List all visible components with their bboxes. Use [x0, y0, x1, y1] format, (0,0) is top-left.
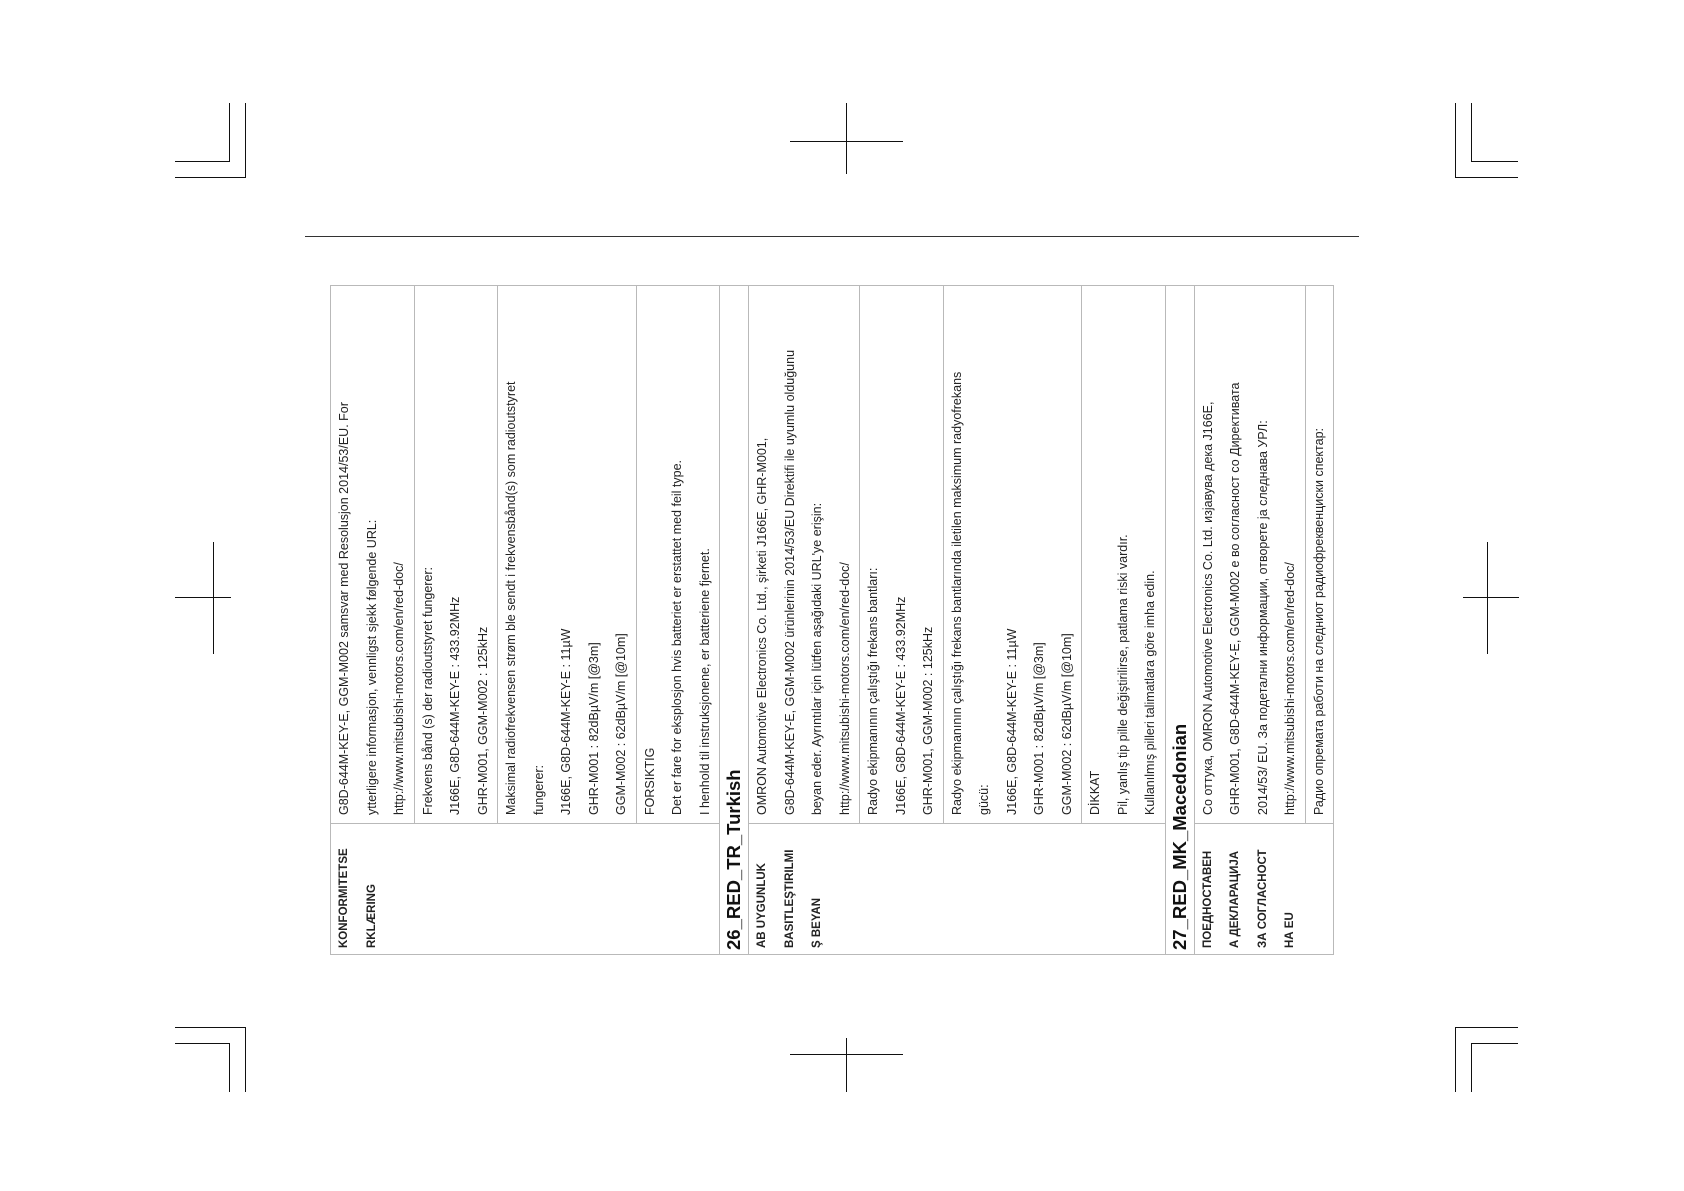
text-line: G8D-644M-KEY-E, GGM-M002 ürünlerinin 2014/53/EU Direktifi ile uyumlu olduğunu [782, 349, 797, 815]
text-line: ytterligere informasjon, vennligst sjekk følgende URL: [364, 519, 379, 815]
text-line: Radyo ekipmanının çalıştığı frekans bantlarında iletilen maksimum radyofrekans [949, 371, 964, 815]
text-line: beyan eder. Ayrıntılar için lütfen aşağıdaki URL'ye erişin: [810, 502, 824, 815]
url-text: http://www.mitsubishi-motors.com/en/red-doc/ [837, 562, 852, 815]
document-body [330, 285, 1330, 955]
text-line: GHR-M001, G8D-644M-KEY-E, GGM-M002 е во согласност со Директивата [1228, 382, 1242, 815]
text-line: J166E, G8D-644M-KEY-E : 11µW [559, 628, 573, 815]
mk-label-cell [1194, 824, 1334, 955]
text-line: Frekvens bånd (s) der radioutstyret fungerer: [420, 566, 435, 815]
mk-label-line: А ДЕКЛАРАЦИЈА [1229, 850, 1241, 948]
text-line: J166E, G8D-644M-KEY-E : 11µW [1004, 628, 1019, 815]
no-power-cell [498, 286, 637, 824]
text-line: J166E, G8D-644M-KEY-E : 433.92MHz [893, 596, 908, 815]
text-line: GHR-M001, GGM-M002 : 125kHz [475, 626, 490, 815]
mk-label-line: ПОЕДНОСТАВЕН [1201, 850, 1214, 948]
tr-caution-cell [1082, 286, 1166, 824]
caution-heading: FORSIKTIG [642, 747, 657, 815]
text-line: Kullanılmış pilleri talimatlara göre imha edin. [1143, 570, 1157, 815]
text-line: Maksimal radiofrekvensen strøm ble sendt i frekvensbånd(s) som radioutstyret [504, 381, 518, 815]
text-line: GHR-M001 : 82dBµV/m [@3m] [1032, 642, 1046, 815]
text-line: GHR-M001, GGM-M002 : 125kHz [921, 626, 935, 815]
url-text: http://www.mitsubishi-motors.com/en/red-doc/ [392, 562, 406, 815]
text-line: GGM-M002 : 62dBµV/m [@10m] [1059, 633, 1074, 815]
table-row [749, 286, 860, 955]
tr-label-line: Ş BEYAN [811, 897, 823, 948]
text-line: fungerer: [531, 764, 546, 815]
mk-label-line: НА EU [1284, 912, 1296, 948]
text-line: Pil, yanlış tip pille değiştirilirse, patlama riski vardır. [1115, 534, 1130, 815]
text-line: I henhold til instruksjonene, er batteriene fjernet. [697, 548, 712, 815]
no-label-line: KONFORMITETSE [338, 848, 350, 948]
section-heading-row [1165, 286, 1194, 955]
text-line: Radyo ekipmanının çalıştığı frekans bantları: [866, 567, 880, 815]
mk-label-line: ЗА СОГЛАСНОСТ [1256, 849, 1269, 948]
section-heading-turkish: 26_RED_TR_Turkish [720, 286, 749, 955]
text-line: OMRON Automotive Electronics Co. Ltd., şirketi J166E, GHR-M001, [755, 437, 769, 815]
mk-spectrum-cell [1305, 286, 1334, 824]
declaration-table [330, 285, 1334, 955]
tr-label-line: BASITLEŞTIRILMI [783, 849, 796, 948]
no-label-cell [331, 824, 720, 955]
mk-declaration-cell [1194, 286, 1305, 824]
no-declaration-cell [331, 286, 415, 824]
text-line: GHR-M001 : 82dBµV/m [@3m] [586, 642, 601, 815]
no-caution-cell [636, 286, 720, 824]
tr-band-cell [860, 286, 944, 824]
page-header-rule [305, 236, 1359, 237]
table-row [331, 286, 415, 955]
text-line: J166E, G8D-644M-KEY-E : 433.92MHz [448, 596, 462, 815]
text-line: Радио опремата работи на следниот радиофреквенциски спектар: [1311, 427, 1326, 815]
tr-power-cell [943, 286, 1082, 824]
section-heading-macedonian: 27_RED_MK_Macedonian [1165, 286, 1194, 955]
tr-declaration-cell [749, 286, 860, 824]
text-line: Det er fare for eksplosjon hvis batteriet er erstattet med feil type. [670, 459, 684, 815]
table-row [1194, 286, 1305, 955]
text-line: G8D-644M-KEY-E, GGM-M002 samsvar med Resolusjon 2014/53/EU. For [337, 402, 351, 815]
no-label-line: RKLÆRING [365, 884, 378, 948]
text-line: Со оттука, OMRON Automotive Electronics Co. Ltd. изјавува дека J166E, [1200, 401, 1215, 815]
section-heading-row [720, 286, 749, 955]
caution-heading: DİKKAT [1088, 770, 1102, 815]
text-line: gücü: [977, 784, 991, 815]
tr-label-line: AB UYGUNLUK [756, 863, 768, 948]
tr-label-cell [749, 824, 1166, 955]
text-line: 2014/53/ EU. За подетални информации, отворете ја следнава УРЛ: [1255, 420, 1270, 815]
text-line: GGM-M002 : 62dBµV/m [@10m] [614, 633, 628, 815]
no-band-cell [414, 286, 498, 824]
url-text: http://www.mitsubishi-motors.com/en/red-doc/ [1283, 562, 1297, 815]
